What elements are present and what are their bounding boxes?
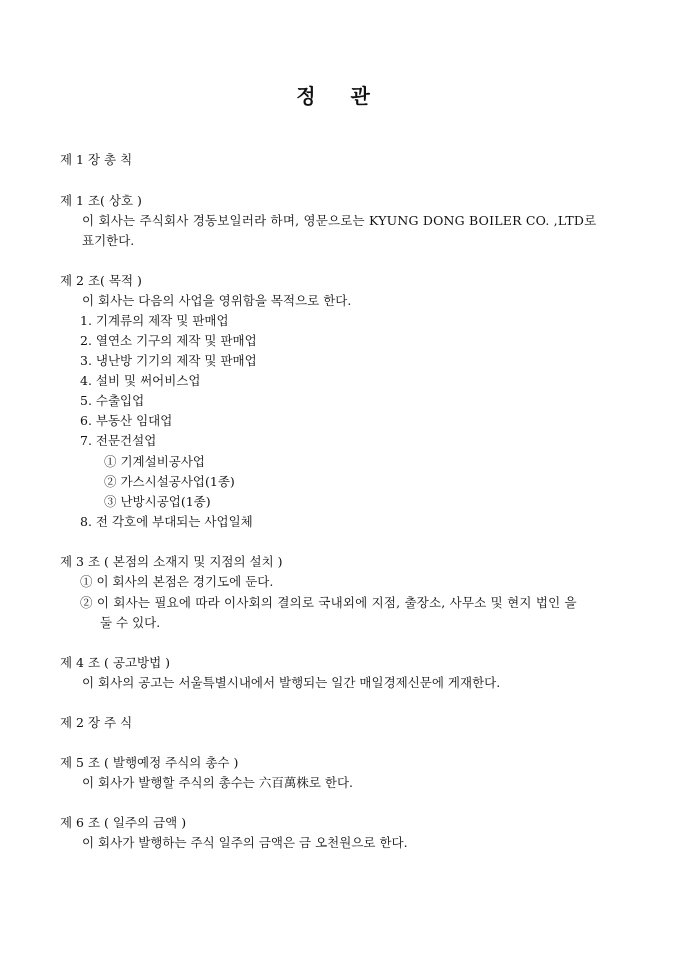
article-6-heading: 제 6 조 ( 일주의 금액 ) xyxy=(60,815,187,830)
article-2-item-6: 6. 부동산 임대업 xyxy=(80,413,173,428)
article-5-heading: 제 5 조 ( 발행예정 주식의 총수 ) xyxy=(60,755,239,770)
article-1-heading: 제 1 조( 상호 ) xyxy=(60,193,142,208)
article-6-text: 이 회사가 발행하는 주식 일주의 금액은 금 오천원으로 한다. xyxy=(82,835,408,850)
article-2-item-2: 2. 열연소 기구의 제작 및 판매업 xyxy=(80,333,257,348)
article-2-item-3: 3. 냉난방 기기의 제작 및 판매업 xyxy=(80,353,257,368)
article-2-item-1: 1. 기계류의 제작 및 판매업 xyxy=(80,313,229,328)
article-1-text-line2: 표기한다. xyxy=(82,233,135,248)
article-2-item-5: 5. 수출입업 xyxy=(80,393,145,408)
chapter-1-heading: 제 1 장 총 칙 xyxy=(60,152,133,167)
article-2-item-4: 4. 설비 및 써어비스업 xyxy=(80,373,201,388)
article-2-subitem-3: ③ 난방시공업(1종) xyxy=(104,494,211,509)
article-4-heading: 제 4 조 ( 공고방법 ) xyxy=(60,655,171,670)
article-2-item-7: 7. 전문건설업 xyxy=(80,433,157,448)
article-2-heading: 제 2 조( 목적 ) xyxy=(60,273,142,288)
document-title: 정 관 xyxy=(296,84,384,108)
article-2-item-8: 8. 전 각호에 부대되는 사업일체 xyxy=(80,514,253,529)
article-2-subitem-1: ① 기계설비공사업 xyxy=(104,454,205,469)
article-3-heading: 제 3 조 ( 본점의 소재지 및 지점의 설치 ) xyxy=(60,554,283,569)
article-2-intro: 이 회사는 다음의 사업을 영위함을 목적으로 한다. xyxy=(82,293,352,308)
article-3-paragraph-1: ① 이 회사의 본점은 경기도에 둔다. xyxy=(80,574,274,589)
article-4-text: 이 회사의 공고는 서울특별시내에서 발행되는 일간 매일경제신문에 게재한다. xyxy=(82,675,501,690)
article-2-subitem-2: ② 가스시설공사업(1종) xyxy=(104,474,235,489)
article-3-paragraph-2-line2: 둘 수 있다. xyxy=(100,615,161,630)
article-1-text-line1: 이 회사는 주식회사 경동보일러라 하며, 영문으로는 KYUNG DONG BOILER CO. ,LTD로 xyxy=(82,213,597,228)
article-5-text: 이 회사가 발행할 주식의 총수는 六百萬株로 한다. xyxy=(82,775,354,790)
chapter-2-heading: 제 2 장 주 식 xyxy=(60,715,133,730)
article-3-paragraph-2-line1: ② 이 회사는 필요에 따라 이사회의 결의로 국내외에 지점, 출장소, 사무소 및 현지 법인 을 xyxy=(80,595,577,610)
